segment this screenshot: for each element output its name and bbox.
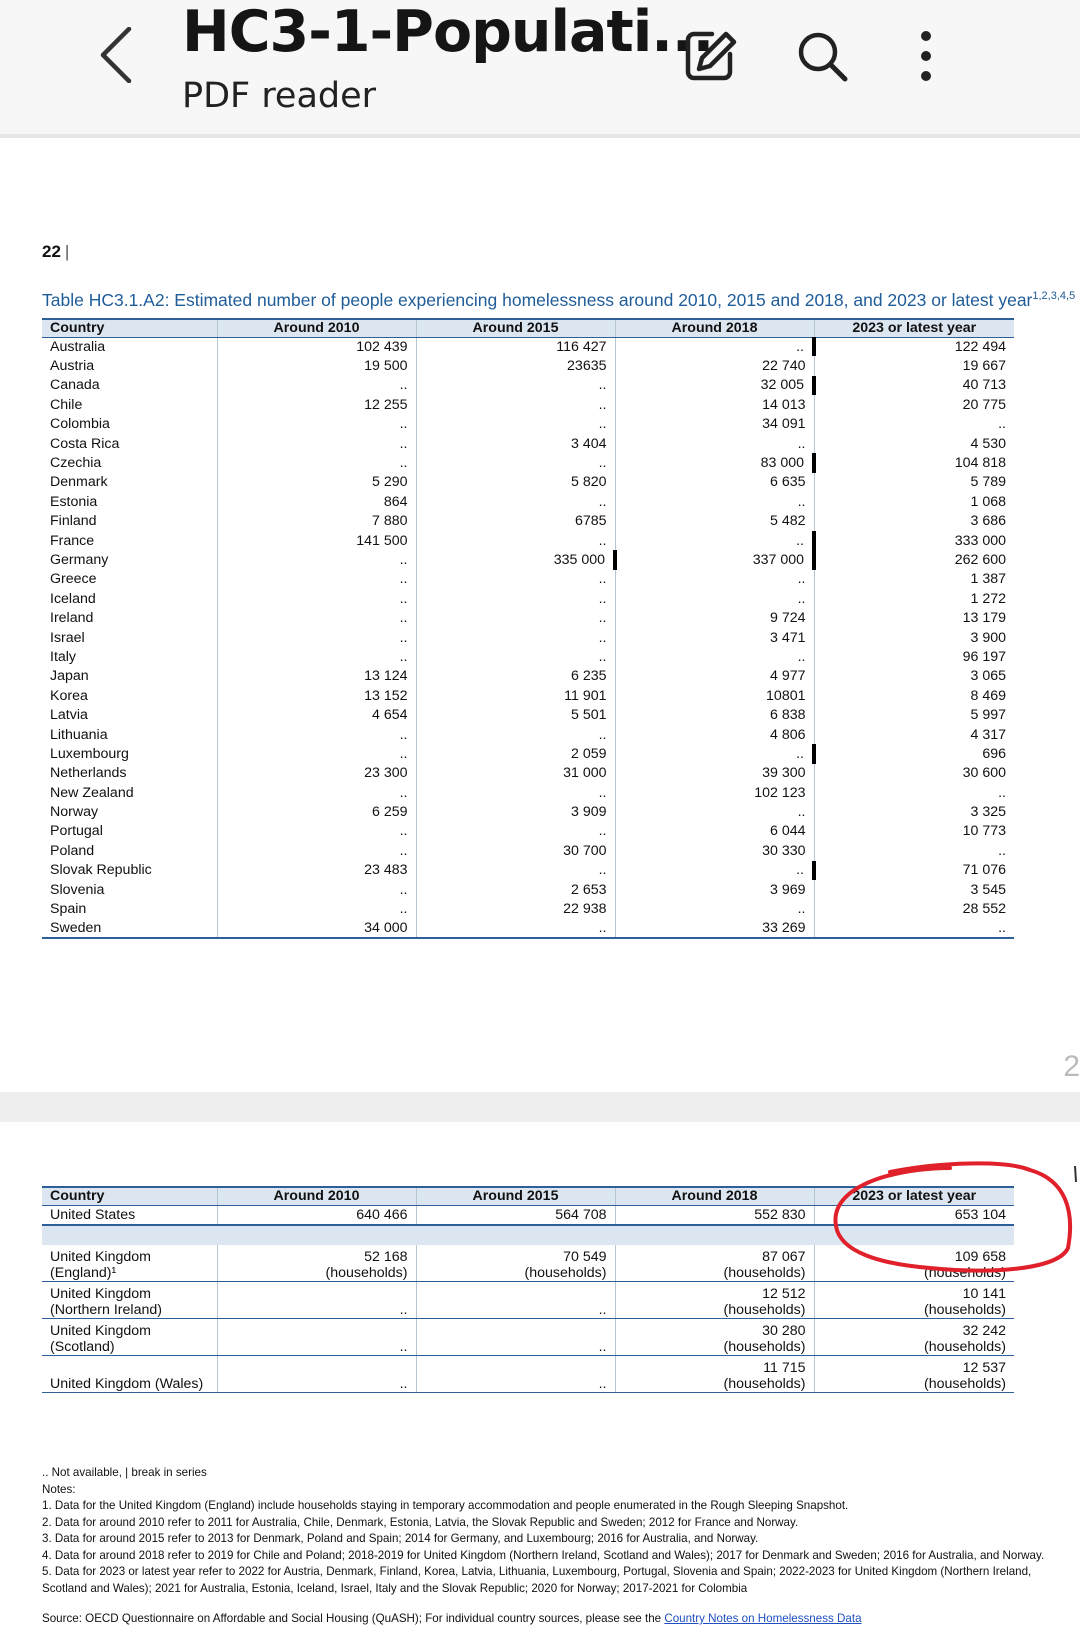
value-cell: 11 901 xyxy=(416,686,615,705)
value-cell: 70 549 (households) xyxy=(416,1245,615,1282)
value-cell: .. xyxy=(416,376,615,395)
table-row xyxy=(42,453,1014,472)
edit-button[interactable] xyxy=(680,26,740,86)
value-cell: .. xyxy=(416,1356,615,1393)
value-cell: .. xyxy=(217,880,416,899)
value-cell: .. xyxy=(615,802,814,821)
table-row xyxy=(42,376,1014,395)
country-cell: United Kingdom (Wales) xyxy=(42,1356,217,1393)
value-cell: 34 000 xyxy=(217,919,416,938)
country-cell: Latvia xyxy=(50,707,88,724)
country-cell: Ireland xyxy=(50,610,94,627)
value-cell: 96 197 xyxy=(814,647,1014,666)
value-cell: 23 300 xyxy=(217,764,416,783)
value-cell: .. xyxy=(615,899,814,918)
header-country: Country xyxy=(42,319,217,337)
table-row xyxy=(42,608,1014,627)
value-cell: 141 500 xyxy=(217,531,416,550)
value-cell: 14 013 xyxy=(615,395,814,414)
value-cell: 32 005 xyxy=(615,376,814,395)
country-cell: Luxembourg xyxy=(50,745,129,762)
edit-icon xyxy=(682,28,738,84)
value-cell: 1 272 xyxy=(814,589,1014,608)
country-cell: Portugal xyxy=(50,823,103,840)
table-row xyxy=(42,531,1014,550)
country-cell: Greece xyxy=(50,571,97,588)
value-cell: 3 404 xyxy=(416,434,615,453)
value-cell: 109 658 (households) xyxy=(814,1245,1014,1282)
country-cell: United States xyxy=(42,1205,217,1225)
value-cell: 3 471 xyxy=(615,628,814,647)
table-row xyxy=(42,1282,1014,1319)
value-cell: 28 552 xyxy=(814,899,1014,918)
value-cell: .. xyxy=(615,647,814,666)
value-cell: 20 775 xyxy=(814,395,1014,414)
value-cell: 104 818 xyxy=(814,453,1014,472)
value-cell: .. xyxy=(217,628,416,647)
value-cell: 1 068 xyxy=(814,492,1014,511)
value-cell: 3 909 xyxy=(416,802,615,821)
source-line: Source: OECD Questionnaire on Affordable and Social Housing (QuASH); For individual country sources, please see the Country Notes on Homelessness Data xyxy=(42,1612,862,1625)
country-cell: Iceland xyxy=(50,590,96,607)
value-cell: 552 830 xyxy=(615,1205,814,1225)
table-row xyxy=(42,1356,1014,1393)
value-cell: .. xyxy=(615,589,814,608)
country-cell: Spain xyxy=(50,901,87,918)
country-cell: Denmark xyxy=(50,474,108,491)
value-cell: 333 000 xyxy=(814,531,1014,550)
value-cell: .. xyxy=(217,841,416,860)
value-cell: 640 466 xyxy=(217,1205,416,1225)
notes-heading: Notes: xyxy=(42,1482,76,1496)
value-cell: 5 501 xyxy=(416,705,615,724)
value-cell: 19 500 xyxy=(217,356,416,375)
value-cell: 5 290 xyxy=(217,473,416,492)
value-cell: 32 242 (households) xyxy=(814,1319,1014,1356)
value-cell: .. xyxy=(217,744,416,763)
value-cell: 337 000 xyxy=(615,550,814,569)
country-cell: Czechia xyxy=(50,455,102,472)
header-2018: Around 2018 xyxy=(615,1187,814,1205)
table-row xyxy=(42,1245,1014,1282)
country-cell: United Kingdom (Northern Ireland) xyxy=(42,1282,217,1319)
table-row xyxy=(42,764,1014,783)
value-cell: 6 838 xyxy=(615,705,814,724)
value-cell: 9 724 xyxy=(615,608,814,627)
homelessness-table xyxy=(42,318,1014,939)
table-header-row xyxy=(42,1187,1014,1205)
value-cell: .. xyxy=(416,919,615,938)
value-cell: 122 494 xyxy=(814,337,1014,356)
country-cell: Lithuania xyxy=(50,726,108,743)
table-row xyxy=(42,725,1014,744)
value-cell: .. xyxy=(416,395,615,414)
value-cell: .. xyxy=(217,376,416,395)
table-row xyxy=(42,589,1014,608)
value-cell: 12 537 (households) xyxy=(814,1356,1014,1393)
country-cell: France xyxy=(50,532,95,549)
table-row xyxy=(42,647,1014,666)
value-cell: .. xyxy=(217,899,416,918)
page-number: 22 | xyxy=(42,242,70,261)
next-page-edge: 2 xyxy=(1063,1050,1080,1083)
value-cell: 4 654 xyxy=(217,705,416,724)
value-cell: 10 141 (households) xyxy=(814,1282,1014,1319)
value-cell: 13 124 xyxy=(217,667,416,686)
value-cell: .. xyxy=(416,647,615,666)
value-cell: .. xyxy=(416,589,615,608)
document-title: HC3-1-Populati... xyxy=(182,0,714,65)
value-cell: .. xyxy=(217,783,416,802)
country-cell: Germany xyxy=(50,551,109,568)
country-cell: Estonia xyxy=(50,493,98,510)
value-cell: 6 259 xyxy=(217,802,416,821)
value-cell: 87 067 (households) xyxy=(615,1245,814,1282)
country-cell: Slovenia xyxy=(50,881,105,898)
note-item: 5. Data for 2023 or latest year refer to 2022 for Austria, Denmark, Finland, Korea, Latvia, Lithuania, Luxembourg, Portugal, Slovenia and Spain; 2022-2023 for United Kingdom (Northern Ireland, Scotland and Wales); 2021 for Australia, Estonia, Iceland, Israel, Italy and the Slovak Republic; 2020 for Norway; 2017-2021 for Colombia xyxy=(42,1565,1032,1595)
value-cell: .. xyxy=(416,453,615,472)
table-row xyxy=(42,822,1014,841)
value-cell: 6 635 xyxy=(615,473,814,492)
more-options-button[interactable] xyxy=(896,26,956,86)
value-cell: 83 000 xyxy=(615,453,814,472)
country-cell: Sweden xyxy=(42,919,217,938)
value-cell: .. xyxy=(814,919,1014,938)
value-cell: 12 255 xyxy=(217,395,416,414)
value-cell: .. xyxy=(217,1282,416,1319)
table-row xyxy=(42,861,1014,880)
note-item: 1. Data for the United Kingdom (England) include households staying in temporary accommodation and people enumerated in the Rough Sleeping Snapshot. xyxy=(42,1499,849,1512)
value-cell: 564 708 xyxy=(416,1205,615,1225)
note-item: 2. Data for around 2010 refer to 2011 for Australia, Chile, Denmark, Estonia, Latvia, the Slovak Republic and Sweden; 2012 for France and Norway. xyxy=(42,1515,799,1529)
table-row xyxy=(42,686,1014,705)
table-row xyxy=(42,473,1014,492)
value-cell: 23 483 xyxy=(217,861,416,880)
value-cell: .. xyxy=(416,570,615,589)
value-cell: 102 439 xyxy=(217,337,416,356)
value-cell: .. xyxy=(217,608,416,627)
value-cell: 3 545 xyxy=(814,880,1014,899)
value-cell: 22 938 xyxy=(416,899,615,918)
value-cell: .. xyxy=(615,434,814,453)
country-cell: Slovak Republic xyxy=(50,862,152,879)
value-cell: .. xyxy=(416,492,615,511)
value-cell: 11 715 (households) xyxy=(615,1356,814,1393)
app-subtitle: PDF reader xyxy=(182,76,377,116)
table-row xyxy=(42,492,1014,511)
value-cell: 3 969 xyxy=(615,880,814,899)
header-2015: Around 2015 xyxy=(416,319,615,337)
table-row xyxy=(42,395,1014,414)
table-row xyxy=(42,415,1014,434)
value-cell: 3 065 xyxy=(814,667,1014,686)
value-cell: 864 xyxy=(217,492,416,511)
country-cell: Costa Rica xyxy=(50,435,120,452)
table-header-row xyxy=(42,319,1014,337)
value-cell: 335 000 xyxy=(416,550,615,569)
more-vert-icon xyxy=(916,28,936,84)
country-cell: United Kingdom (Scotland) xyxy=(42,1319,217,1356)
value-cell: .. xyxy=(217,647,416,666)
value-cell: 39 300 xyxy=(615,764,814,783)
value-cell: 30 600 xyxy=(814,764,1014,783)
table-row xyxy=(42,1319,1014,1356)
homelessness-table-continued xyxy=(42,1186,1014,1393)
table-row xyxy=(42,356,1014,375)
country-cell: Norway xyxy=(50,804,99,821)
value-cell: 10801 xyxy=(615,686,814,705)
value-cell: .. xyxy=(615,531,814,550)
value-cell: 33 269 xyxy=(615,919,814,938)
back-button[interactable] xyxy=(86,22,146,88)
table-row xyxy=(42,667,1014,686)
value-cell: 40 713 xyxy=(814,376,1014,395)
value-cell: 4 530 xyxy=(814,434,1014,453)
table-row xyxy=(42,705,1014,724)
value-cell: .. xyxy=(615,861,814,880)
table-row xyxy=(42,744,1014,763)
search-icon xyxy=(794,28,850,84)
country-cell: Chile xyxy=(50,396,83,413)
country-cell: Austria xyxy=(50,358,95,375)
value-cell: .. xyxy=(217,1319,416,1356)
value-cell: 4 806 xyxy=(615,725,814,744)
table-row xyxy=(42,899,1014,918)
value-cell: .. xyxy=(217,1356,416,1393)
header-2010: Around 2010 xyxy=(217,1187,416,1205)
value-cell: 22 740 xyxy=(615,356,814,375)
value-cell: 12 512 (households) xyxy=(615,1282,814,1319)
value-cell: 10 773 xyxy=(814,822,1014,841)
app-bar xyxy=(0,0,1080,138)
value-cell: 13 179 xyxy=(814,608,1014,627)
country-cell: Korea xyxy=(50,687,88,704)
value-cell: .. xyxy=(217,725,416,744)
value-cell: 6785 xyxy=(416,512,615,531)
country-cell: Canada xyxy=(50,377,100,394)
header-2018: Around 2018 xyxy=(615,319,814,337)
value-cell: 262 600 xyxy=(814,550,1014,569)
value-cell: .. xyxy=(416,531,615,550)
header-2010: Around 2010 xyxy=(217,319,416,337)
value-cell: 31 000 xyxy=(416,764,615,783)
value-cell: 23635 xyxy=(416,356,615,375)
value-cell: 71 076 xyxy=(814,861,1014,880)
country-cell: Netherlands xyxy=(50,765,127,782)
table-row xyxy=(42,337,1014,356)
value-cell: 102 123 xyxy=(615,783,814,802)
spacer-row xyxy=(42,1225,1014,1245)
value-cell: 7 880 xyxy=(217,512,416,531)
value-cell: .. xyxy=(217,453,416,472)
table-row xyxy=(42,550,1014,569)
country-notes-link[interactable]: Country Notes on Homelessness Data xyxy=(664,1612,862,1625)
value-cell: 52 168 (households) xyxy=(217,1245,416,1282)
value-cell: .. xyxy=(416,415,615,434)
value-cell: 3 325 xyxy=(814,802,1014,821)
table-row xyxy=(42,783,1014,802)
notes-legend: .. Not available, | break in series xyxy=(42,1466,207,1479)
header-2023: 2023 or latest year xyxy=(814,319,1014,337)
value-cell: 34 091 xyxy=(615,415,814,434)
value-cell: 5 789 xyxy=(814,473,1014,492)
value-cell: 4 977 xyxy=(615,667,814,686)
country-cell: United Kingdom (England)¹ xyxy=(42,1245,217,1282)
header-2015: Around 2015 xyxy=(416,1187,615,1205)
value-cell: 5 820 xyxy=(416,473,615,492)
country-cell: Japan xyxy=(50,668,89,685)
table-row xyxy=(42,802,1014,821)
table-row xyxy=(42,570,1014,589)
table-row xyxy=(42,434,1014,453)
value-cell: .. xyxy=(217,589,416,608)
value-cell: .. xyxy=(217,550,416,569)
value-cell: .. xyxy=(615,337,814,356)
table-row xyxy=(42,1205,1014,1225)
value-cell: 2 653 xyxy=(416,880,615,899)
value-cell: 1 387 xyxy=(814,570,1014,589)
value-cell: .. xyxy=(814,783,1014,802)
value-cell: .. xyxy=(416,1282,615,1319)
value-cell: 6 044 xyxy=(615,822,814,841)
country-cell: Australia xyxy=(50,338,106,355)
value-cell: .. xyxy=(416,725,615,744)
country-cell: New Zealand xyxy=(50,784,134,801)
value-cell: .. xyxy=(217,415,416,434)
value-cell: 4 317 xyxy=(814,725,1014,744)
value-cell: 6 235 xyxy=(416,667,615,686)
value-cell: 3 900 xyxy=(814,628,1014,647)
value-cell: .. xyxy=(416,1319,615,1356)
table-row xyxy=(42,841,1014,860)
value-cell: .. xyxy=(416,822,615,841)
country-cell: Israel xyxy=(50,629,85,646)
value-cell: .. xyxy=(814,841,1014,860)
note-item: 3. Data for around 2015 refer to 2013 for Denmark, Poland and Spain; 2014 for Germany, and Luxembourg; 2016 for Australia, and Norway. xyxy=(42,1532,759,1545)
value-cell: .. xyxy=(615,492,814,511)
table-notes xyxy=(42,1465,1072,1597)
header-country: Country xyxy=(42,1187,217,1205)
header-2023: 2023 or latest year xyxy=(814,1187,1014,1205)
value-cell: .. xyxy=(416,861,615,880)
country-cell: Colombia xyxy=(50,416,110,433)
table-caption: Table HC3.1.A2: Estimated number of people experiencing homelessness around 2010, 2015 and 2018, and 2023 or latest year$^{1,2,3,4,5}$ xyxy=(42,290,1076,310)
table-row xyxy=(42,512,1014,531)
value-cell: .. xyxy=(217,434,416,453)
value-cell: .. xyxy=(217,570,416,589)
value-cell: .. xyxy=(615,744,814,763)
table-row xyxy=(42,628,1014,647)
value-cell: 2 059 xyxy=(416,744,615,763)
country-cell: Finland xyxy=(50,513,97,530)
value-cell: .. xyxy=(416,783,615,802)
table-row xyxy=(42,880,1014,899)
table-row xyxy=(42,919,1014,938)
value-cell: 13 152 xyxy=(217,686,416,705)
value-cell: .. xyxy=(814,415,1014,434)
value-cell: 5 997 xyxy=(814,705,1014,724)
value-cell: 116 427 xyxy=(416,337,615,356)
value-cell: 19 667 xyxy=(814,356,1014,375)
country-cell: Poland xyxy=(50,842,95,859)
note-item: 4. Data for around 2018 refer to 2019 for Chile and Poland; 2018-2019 for United Kingdom (Northern Ireland, Scotland and Wales); 2017 for Denmark and Sweden; 2016 for Australia, and Norway. xyxy=(42,1548,1045,1562)
page-separator xyxy=(0,1092,1080,1122)
country-cell: Italy xyxy=(50,648,77,665)
search-button[interactable] xyxy=(792,26,852,86)
value-cell: 30 700 xyxy=(416,841,615,860)
value-cell: 8 469 xyxy=(814,686,1014,705)
value-cell: 5 482 xyxy=(615,512,814,531)
value-cell: .. xyxy=(416,628,615,647)
title-block xyxy=(182,0,713,116)
value-cell: .. xyxy=(416,608,615,627)
value-cell: 30 280 (households) xyxy=(615,1319,814,1356)
value-cell: 3 686 xyxy=(814,512,1014,531)
back-chevron-icon xyxy=(99,27,133,83)
value-cell: 653 104 xyxy=(814,1205,1014,1225)
value-cell: 696 xyxy=(814,744,1014,763)
value-cell: 30 330 xyxy=(615,841,814,860)
value-cell: .. xyxy=(217,822,416,841)
value-cell: .. xyxy=(615,570,814,589)
